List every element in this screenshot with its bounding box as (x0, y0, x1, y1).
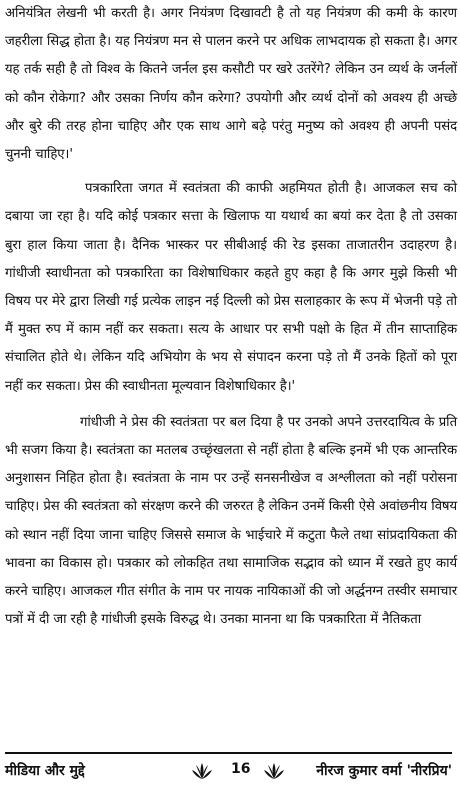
page-footer (5, 752, 452, 790)
fleuron-icon (263, 762, 285, 780)
paragraph-2: पत्रकारिता जगत में स्वतंत्रता की काफी अहमियत होती है। आजकल सच को दबाया जा रहा है। यदि कोई पत्रकार सत्ता के खिलाफ या यथार्थ का बयां कर देता है तो उसका बुरा हाल किया जाता है। दैनिक भास्कर पर सीबीआई की रेड इसका ताजातरीन उदाहरण है। गांधीजी स्वाधीनता को पत्रकारिता का विशेषाधिकार कहते हुए कहा है कि अगर मुझे किसी भी विषय पर मेरे द्वारा लिखी गई प्रत्येक लाइन नई दिल्ली को प्रेस सलाहकार के रूप में भेजनी पड़े तो मैं मुक्त रुप में काम नहीं कर सकता। सत्य के आधार पर सभी पक्षो के हित में तीन साप्ताहिक संचालित होते थे। लेकिन यदि अभियोग के भय से संपादन करना पड़े तो मैं उनके हितों को पूरा नहीं कर सकता। प्रेस की स्वाधीनता मूल्यवान विशेषाधिकार है।' (5, 181, 457, 394)
footer-book-title: मीडिया और मुद्दे (5, 763, 85, 779)
body-text (5, 0, 457, 634)
fleuron-icon (191, 762, 213, 780)
paragraph-3: गांधीजी ने प्रेस की स्वतंत्रता पर बल दिया है पर उनको अपने उत्तरदायित्व के प्रति भी सजग किया है। स्वतंत्रता का मतलब उच्छृंखलता से नहीं होता है बल्कि इनमें भी एक आन्तरिक अनुशासन निहित होता है। स्वतंत्रता के नाम पर उन्हें सनसनीखेज व अश्लीलता को नहीं परोसना चाहिए। प्रेस की स्वतंत्रता को संरक्षण करने की जरुरत है लेकिन उनमें किसी ऐसे अवांछनीय विषय को स्थान नहीं दिया जाना चाहिए जिससे समाज के भाईचारे में कटुता फैले तथा सांप्रदायिकता की भावना का विकास हो। पत्रकार को लोकहित तथा सामाजिक सद्भाव को ध्यान में रखते हुए कार्य करने चाहिए। आजकल गीत संगीत के नाम पर नायक नायिकाओं की जो अर्द्धनग्न तस्वीर समाचार पत्रों में दी जा रही है गांधीजी इसके विरुद्ध थे। उनका मानना था कि पत्रकारिता में नैतिकता (5, 414, 457, 628)
page-number: 16 (231, 761, 251, 777)
paragraph-1: अनियंत्रित लेखनी भी करती है। अगर नियंत्रण दिखावटी है तो यह नियंत्रण की कमी के कारण जहरीला सिद्ध होता है। यह नियंत्रण मन से पालन करने पर अधिक लाभदायक हो सकता है। अगर यह तर्क सही है तो विश्व के कितने जर्नल इस कसौटी पर खरे उतरेंगे? लेकिन उन व्यर्थ के जर्नलों को कौन रोकेगा? और उसका निर्णय कौन करेगा? उपयोगी और व्यर्थ दोनों को अवश्य ही अच्छे और बुरे की तरह होना चाहिए और एक साथ आगे बढ़े परंतु मनुष्य को अवश्य ही अपनी पसंद चुननी चाहिए।' (5, 6, 457, 163)
footer-author: नीरज कुमार वर्मा 'नीरप्रिय' (316, 763, 452, 779)
